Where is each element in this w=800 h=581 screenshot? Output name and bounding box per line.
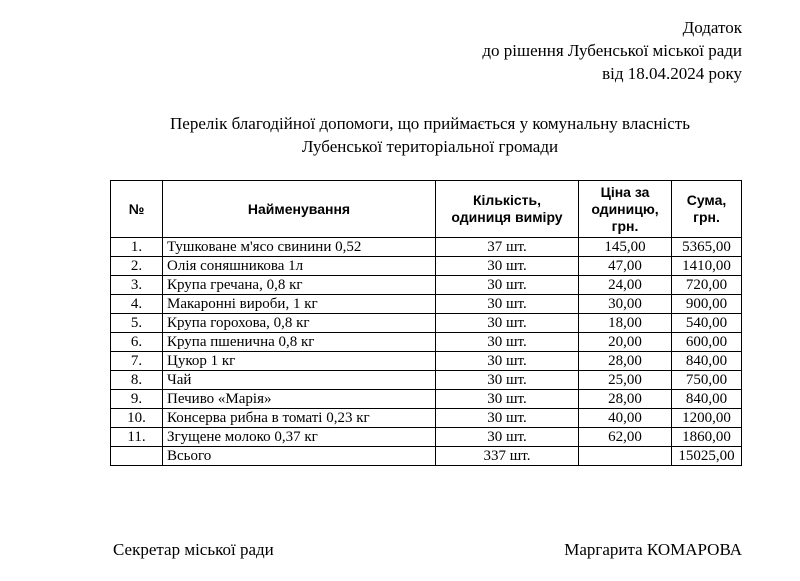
- row-num: 5.: [111, 314, 163, 333]
- table-row: [111, 352, 742, 371]
- header-num: №: [111, 181, 163, 238]
- aid-items-table: [110, 180, 742, 466]
- total-sum: 15025,00: [672, 447, 742, 466]
- table-row: [111, 295, 742, 314]
- header-qty-line-1: Кількість,: [473, 192, 541, 208]
- total-qty: 337 шт.: [436, 447, 579, 466]
- appendix-label: Додаток: [682, 18, 742, 37]
- row-qty: 30 шт.: [436, 276, 579, 295]
- row-qty: 30 шт.: [436, 428, 579, 447]
- document-title: [0, 112, 800, 158]
- row-sum: 840,00: [672, 390, 742, 409]
- row-qty: 30 шт.: [436, 333, 579, 352]
- total-num: [111, 447, 163, 466]
- row-price: 18,00: [579, 314, 672, 333]
- table-row: [111, 314, 742, 333]
- row-sum: 750,00: [672, 371, 742, 390]
- row-sum: 540,00: [672, 314, 742, 333]
- row-name: Чай: [163, 371, 436, 390]
- table-row: [111, 371, 742, 390]
- header-price: [579, 181, 672, 238]
- row-sum: 1200,00: [672, 409, 742, 428]
- signature-position: Секретар міської ради: [113, 540, 274, 559]
- row-price: 62,00: [579, 428, 672, 447]
- row-name: Крупа гречана, 0,8 кг: [163, 276, 436, 295]
- row-sum: 1860,00: [672, 428, 742, 447]
- signature-name: Маргарита КОМАРОВА: [564, 540, 742, 559]
- appendix-header: [482, 16, 742, 85]
- row-price: 30,00: [579, 295, 672, 314]
- total-price: [579, 447, 672, 466]
- header-sum-line-2: грн.: [693, 209, 720, 225]
- row-name: Крупа пшенична 0,8 кг: [163, 333, 436, 352]
- row-qty: 30 шт.: [436, 257, 579, 276]
- header-sum-line-1: Сума,: [686, 192, 727, 208]
- table-row: [111, 276, 742, 295]
- row-price: 145,00: [579, 238, 672, 257]
- row-sum: 5365,00: [672, 238, 742, 257]
- row-price: 47,00: [579, 257, 672, 276]
- table-row: [111, 333, 742, 352]
- row-qty: 30 шт.: [436, 295, 579, 314]
- header-sum: [672, 181, 742, 238]
- row-num: 10.: [111, 409, 163, 428]
- row-sum: 840,00: [672, 352, 742, 371]
- row-price: 28,00: [579, 390, 672, 409]
- table-row: [111, 409, 742, 428]
- row-price: 25,00: [579, 371, 672, 390]
- row-qty: 30 шт.: [436, 352, 579, 371]
- header-price-line-2: одиницю,: [591, 200, 659, 217]
- row-num: 2.: [111, 257, 163, 276]
- row-price: 28,00: [579, 352, 672, 371]
- row-name: Згущене молоко 0,37 кг: [163, 428, 436, 447]
- row-qty: 30 шт.: [436, 409, 579, 428]
- header-price-line-1: Ціна за: [600, 183, 650, 200]
- header-price-line-3: грн.: [611, 217, 639, 234]
- row-price: 20,00: [579, 333, 672, 352]
- header-qty: [436, 181, 579, 238]
- row-qty: 30 шт.: [436, 371, 579, 390]
- row-qty: 30 шт.: [436, 314, 579, 333]
- row-num: 7.: [111, 352, 163, 371]
- table-header-row: [111, 181, 742, 238]
- row-price: 24,00: [579, 276, 672, 295]
- row-num: 9.: [111, 390, 163, 409]
- row-name: Олія соняшникова 1л: [163, 257, 436, 276]
- row-name: Печиво «Марія»: [163, 390, 436, 409]
- appendix-date: від 18.04.2024 року: [602, 64, 742, 83]
- header-qty-line-2: одиниця виміру: [451, 209, 563, 225]
- table-row: [111, 428, 742, 447]
- row-sum: 600,00: [672, 333, 742, 352]
- row-name: Крупа горохова, 0,8 кг: [163, 314, 436, 333]
- table-row: [111, 257, 742, 276]
- row-num: 1.: [111, 238, 163, 257]
- row-qty: 37 шт.: [436, 238, 579, 257]
- row-name: Консерва рибна в томаті 0,23 кг: [163, 409, 436, 428]
- row-sum: 900,00: [672, 295, 742, 314]
- row-num: 4.: [111, 295, 163, 314]
- table-row: [111, 390, 742, 409]
- total-label: Всього: [163, 447, 436, 466]
- table-row: [111, 238, 742, 257]
- row-num: 8.: [111, 371, 163, 390]
- row-name: Цукор 1 кг: [163, 352, 436, 371]
- document-title-line-2: Лубенської територіальної громади: [301, 137, 559, 156]
- row-sum: 720,00: [672, 276, 742, 295]
- row-price: 40,00: [579, 409, 672, 428]
- row-num: 11.: [111, 428, 163, 447]
- row-name: Тушковане м'ясо свинини 0,52: [163, 238, 436, 257]
- row-name: Макаронні вироби, 1 кг: [163, 295, 436, 314]
- header-name: Найменування: [163, 181, 436, 238]
- row-num: 3.: [111, 276, 163, 295]
- appendix-decision: до рішення Лубенської міської ради: [482, 41, 742, 60]
- row-num: 6.: [111, 333, 163, 352]
- row-sum: 1410,00: [672, 257, 742, 276]
- table-total-row: [111, 447, 742, 466]
- document-title-line-1: Перелік благодійної допомоги, що приймається у комунальну власність: [170, 114, 690, 133]
- row-qty: 30 шт.: [436, 390, 579, 409]
